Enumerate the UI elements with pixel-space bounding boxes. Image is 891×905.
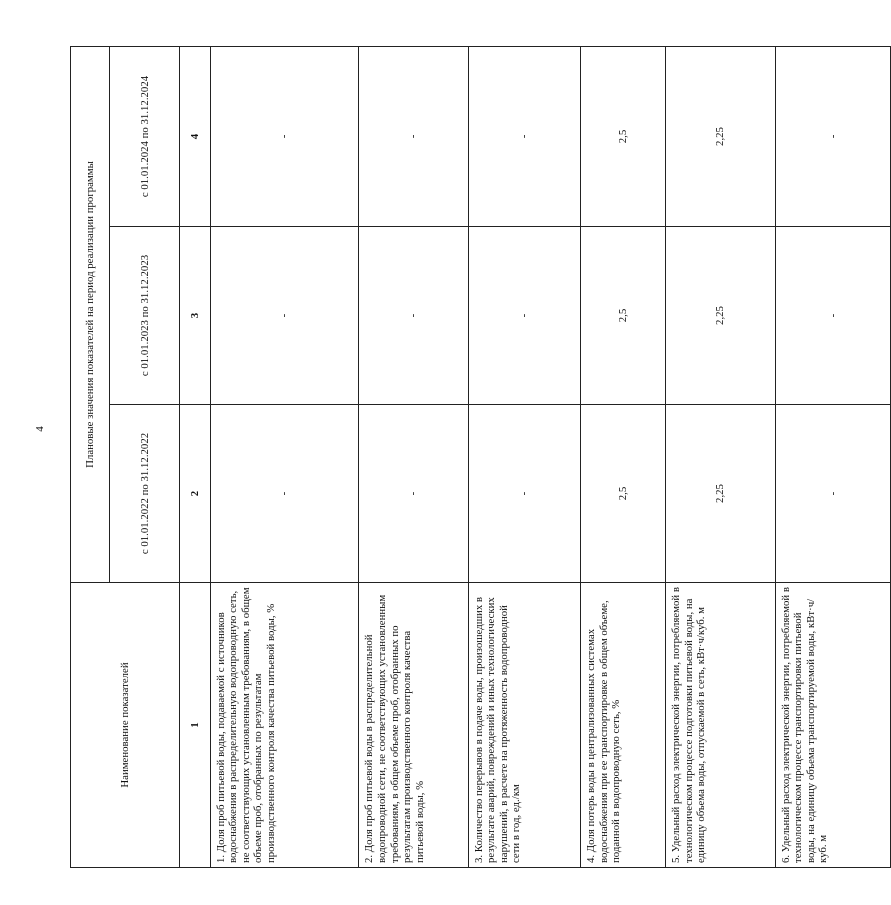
indicator-value: -: [359, 227, 468, 405]
indicator-name: 4. Доля потерь воды в централизованных системах водоснабжения при ее транспортировке в общем объеме, поданной в водопроводную сеть, %: [581, 583, 666, 868]
table-row: [581, 46, 666, 867]
column-number-2: 2: [180, 405, 210, 583]
indicator-name: 3. Количество перерывов в подаче воды, произошедших в результате аварий, повреждений и иных технологических нарушений, в расчете на протяженность водопроводной сети в год, ед./км: [468, 583, 580, 868]
indicator-value: -: [210, 46, 359, 226]
indicator-value: -: [210, 227, 359, 405]
column-number-3: 3: [180, 227, 210, 405]
rotated-table-wrapper: [70, 75, 891, 868]
table-row: [359, 46, 468, 867]
indicator-value: -: [359, 46, 468, 226]
table-row: [775, 46, 890, 867]
indicator-value: -: [468, 227, 580, 405]
indicator-value: 2,25: [666, 227, 775, 405]
indicator-value: -: [468, 46, 580, 226]
header-group-title: Плановые значения показателей на период реализации программы: [71, 46, 110, 582]
header-period-2: с 01.01.2023 по 31.12.2023: [110, 227, 180, 405]
indicator-value: -: [468, 405, 580, 583]
indicator-value: 2,25: [666, 405, 775, 583]
column-number-1: 1: [180, 583, 210, 868]
indicator-name: 2. Доля проб питьевой воды в распределительной водопроводной сети, не соответствующих установленным требованиям, в общем объеме проб, отобранных по результатам производственного контроля качества питьевой воды, %: [359, 583, 468, 868]
indicators-table: [70, 46, 891, 868]
indicator-value: 2,5: [581, 46, 666, 226]
indicator-value: -: [775, 46, 890, 226]
indicator-name: 5. Удельный расход электрической энергии, потребляемой в технологическом процессе подготовки питьевой воды, на единицу объема воды, отпускаемой в сеть, кВт·ч/куб. м: [666, 583, 775, 868]
indicator-name: 6. Удельный расход электрической энергии, потребляемой в технологическом процессе транспортировки питьевой воды, на единицу объема транспортируемой воды, кВт·ч/куб. м: [775, 583, 890, 868]
indicator-name: 1. Доля проб питьевой воды, подаваемой с источников водоснабжения в распределительную водопроводную сеть, не соответствующих установленным требованиям, в общем объеме проб, отобранных по результатам производственного контроля качества питьевой воды, %: [210, 583, 359, 868]
indicator-value: -: [775, 227, 890, 405]
indicator-value: -: [210, 405, 359, 583]
column-number-4: 4: [180, 46, 210, 226]
table-row: [666, 46, 775, 867]
page-number: 4: [33, 426, 46, 432]
table-row: [210, 46, 359, 867]
header-period-3: с 01.01.2024 по 31.12.2024: [110, 46, 180, 226]
header-period-1: с 01.01.2022 по 31.12.2022: [110, 405, 180, 583]
indicator-value: -: [775, 405, 890, 583]
indicator-value: -: [359, 405, 468, 583]
table-row: [468, 46, 580, 867]
indicator-value: 2,25: [666, 46, 775, 226]
header-indicator-name: Наименование показателей: [71, 583, 180, 868]
indicator-value: 2,5: [581, 227, 666, 405]
indicator-value: 2,5: [581, 405, 666, 583]
